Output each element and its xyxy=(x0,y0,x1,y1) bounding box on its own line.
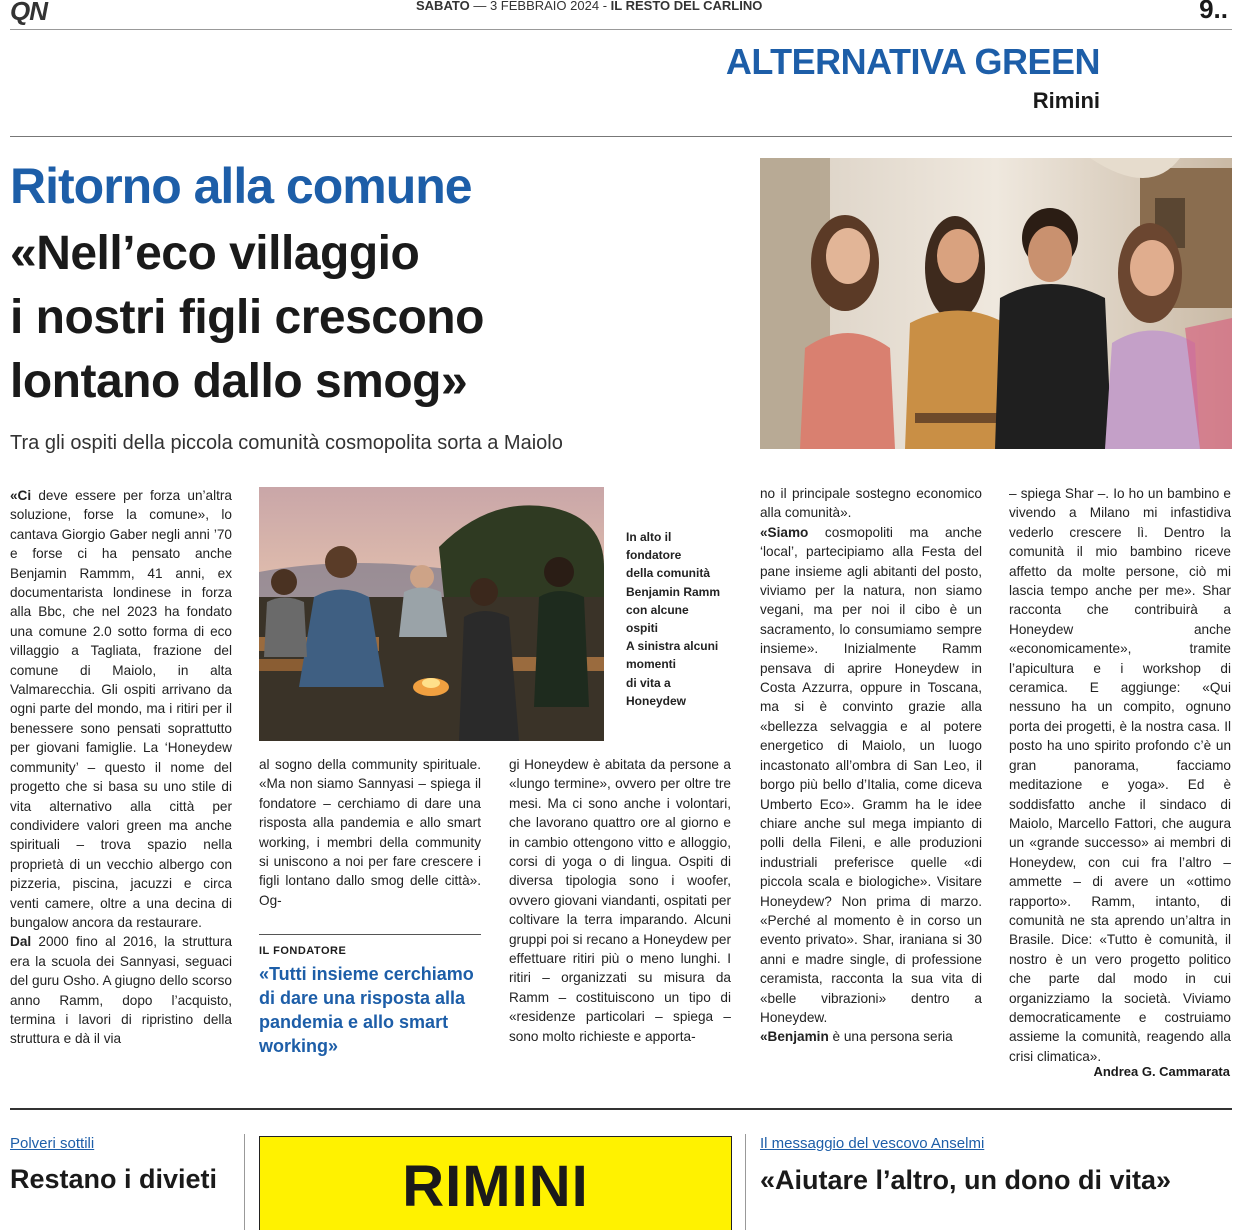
newspaper-logo: QN xyxy=(10,0,47,26)
headline-line: lontano dallo smog» xyxy=(10,355,468,408)
photo-founder-with-guests-image xyxy=(760,158,1232,449)
page-number: 9.. xyxy=(1199,0,1228,24)
masthead-separator: - xyxy=(602,0,608,13)
paragraph-text: gi Honeydew è abitata da persone a «lungo termine», ovvero per oltre tre mesi. Ma ci sono anche i volontari, che lavorano quattro ore al giorno e in cambio ottengono vitto e alloggio, corsi di yoga o di lingua. Ospiti di diversa tipologia sono i woofer, ovvero giovani viandanti, ospitati per coltivare la terra imparando. Alcuni gruppi poi si recano a Honeydew per effettuare ritiri più o meno lunghi. I ritiri – organizzati su misura da Ramm – costituiscono un tipo di «residenze particolari – spiega – sono molto richieste e apporta- xyxy=(509,757,731,1044)
bottom-rule xyxy=(10,1108,1232,1110)
caption-line: In alto il xyxy=(626,530,672,544)
masthead-paper: IL RESTO DEL CARLINO xyxy=(610,0,763,13)
dropcap-word: «Siamo xyxy=(760,524,809,540)
article-column-2 xyxy=(259,755,481,910)
headline-line: i nostri figli crescono xyxy=(10,291,484,344)
teaser-left-kicker[interactable]: Polveri sottili xyxy=(10,1135,95,1152)
teaser-divider xyxy=(244,1134,245,1230)
article-column-1 xyxy=(10,486,232,1049)
paragraph-text: al sogno della community spirituale. «Ma non siamo Sannyasi – spiega il fondatore – cerchiamo di dare una risposta alla pandemia e allo smart working, i membri della community si uniscono a noi per fare crescere i figli lontano dallo smog delle città». Og- xyxy=(259,757,481,908)
top-rule xyxy=(10,29,1232,30)
quote-label: IL FONDATORE xyxy=(259,945,347,957)
quote-rule xyxy=(259,934,481,935)
paragraph-text: no il principale sostegno economico alla comunità». xyxy=(760,486,982,521)
masthead-day: SABATO xyxy=(416,0,470,13)
article-subhead: Tra gli ospiti della piccola comunità cosmopolita sorta a Maiolo xyxy=(10,432,563,454)
article-column-5 xyxy=(1009,484,1231,1066)
photo-caption xyxy=(626,528,741,710)
paragraph-text: – spiega Shar –. Io ho un bambino e vivendo a Milano mi infastidiva vederlo crescere lì. Dentro la comunità il mio bambino riceve affetto da molte persone, ciò mi lascia tempo anche per me». Shar racconta che contribuirà a Honeydew anche «economicamente», tramite l’apicultura e i workshop di ceramica. E aggiunge: «Qui nessuno ha un compito, ognuno porta dei progetti, è la nostra casa. Il posto ha uno spirito profondo c’è un gran panorama, facciamo meditazione e yoga». Ed è soddisfatto anche il sindaco di Maiolo, Marcello Fattori, che augura un «grande successo» ai membri di Honeydew, con cui fra l’altro – ammette – di avere un «ottimo rapporto». Ramm, intanto, di comunità ne sta aprendo un’altra in Brasile. Dice: «Tutto è comunità, il nostro è un vero progetto politico che parte dal modo in cui organizziamo la società. Viviamo democraticamente e costruiamo assieme la comunità, reagendo alla crisi climatica». xyxy=(1009,486,1231,1064)
headline-line: «Nell’eco villaggio xyxy=(10,227,420,280)
article-column-4 xyxy=(760,484,982,1047)
caption-line: con alcune xyxy=(626,602,689,617)
caption-line: Honeydew xyxy=(626,693,687,708)
dropcap-word: «Benjamin xyxy=(760,1029,829,1045)
pull-quote: «Tutti insieme cerchiamo di dare una risposta alla pandemia e allo smart working» xyxy=(259,964,474,1056)
masthead-separator: — xyxy=(473,0,487,13)
photo-founder-with-guests xyxy=(760,158,1232,449)
section-city: Rimini xyxy=(1032,88,1100,113)
caption-line: Benjamin Ramm xyxy=(626,584,721,599)
article-column-3 xyxy=(509,755,731,1046)
caption-line: di vita a xyxy=(626,675,671,690)
caption-line: della comunità xyxy=(626,566,711,581)
teaser-right-title[interactable]: «Aiutare l’altro, un dono di vita» xyxy=(760,1165,1172,1195)
photo-community-gathering-image xyxy=(259,487,604,741)
section-title: ALTERNATIVA GREEN xyxy=(725,41,1100,82)
teaser-divider xyxy=(745,1134,746,1230)
rimini-box-label: RIMINI xyxy=(402,1154,589,1219)
teaser-right-kicker[interactable]: Il messaggio del vescovo Anselmi xyxy=(760,1135,985,1152)
photo-community-gathering xyxy=(259,487,604,741)
paragraph-text: cosmopoliti ma anche ‘local’, partecipiamo alla Festa del pane insieme agli abitanti del posto, viviamo per la natura, non siamo vegani, ma per noi il cibo è un sacramento, lo consumiamo sempre insieme». Inizialmente Ramm pensava di aprire Honeydew in Costa Azzurra, oppure in Toscana, ma si è convinto grazie alla «bellezza selvaggia e al potere energetico di Maiolo, un luogo incastonato all’ombra di San Leo, il borgo più bello d’Italia, come diceva Umberto Eco». Gramm ha le idee chiare anche sul mega impianto di polli della Fileni, e alle produzioni industriali preferisce quelle «di piccola scala e biologiche». Visitare Honeydew? Non prima di marzo. «Perché al momento è in corso un evento privato». Shar, iraniana si 30 anni e madre single, di professione ceramista, racconta la sua vita di «belle vibrazioni» dentro a Honeydew. xyxy=(760,524,982,1025)
paragraph-text: 2000 fino al 2016, la struttura era la scuola dei Sannyasi, seguaci del guru Osho. A giugno dello scorso anno Ramm, dopo l’acquisto, termina i lavori di ripristino della struttura e dà il via xyxy=(10,934,232,1047)
caption-line: fondatore xyxy=(626,548,682,563)
dropcap-word: Dal xyxy=(10,934,32,950)
caption-line: A sinistra alcuni xyxy=(626,639,719,654)
rimini-box xyxy=(259,1136,732,1230)
masthead-date: 3 FEBBRAIO 2024 xyxy=(489,0,600,13)
teaser-left-title[interactable]: Restano i divieti xyxy=(10,1164,218,1194)
paragraph-text: deve essere per forza un’altra soluzione, forse la comune», lo cantava Giorgio Gaber negli anni ’70 e forse ci ha pensato anche Benjamin Rammm, 41 anni, ex documentarista londinese in forza alla Bbc, che nel 2023 ha fondato una comune 2.0 sotto forma di eco villaggio a Tagliata, frazione del comune di Maiolo, in alta Valmarecchia. Gli ospiti arrivano da ogni parte del mondo, ma i ritiri per il benessere sono pensati soprattutto per giovani famiglie. La ‘Honeydew community’ – questo il nome del progetto che si basa su uno stile di vita alternativo alla città per condividere valori green ma anche spirituali – trova spazio nella proprietà di un vecchio albergo con pizzeria, piscina, jacuzzi e circa venti camere, oltre a una decina di bungalow ancora da restaurare. xyxy=(10,488,232,930)
caption-line: momenti xyxy=(626,657,677,672)
section-rule xyxy=(10,136,1232,137)
caption-line: ospiti xyxy=(626,621,658,636)
article-headline xyxy=(10,222,750,414)
author-signature: Andrea G. Cammarata xyxy=(1093,1064,1230,1079)
dropcap-word: «Ci xyxy=(10,488,32,503)
article-kicker: Ritorno alla comune xyxy=(10,158,472,214)
masthead-line xyxy=(416,0,762,12)
paragraph-text: è una persona seria xyxy=(828,1029,953,1045)
